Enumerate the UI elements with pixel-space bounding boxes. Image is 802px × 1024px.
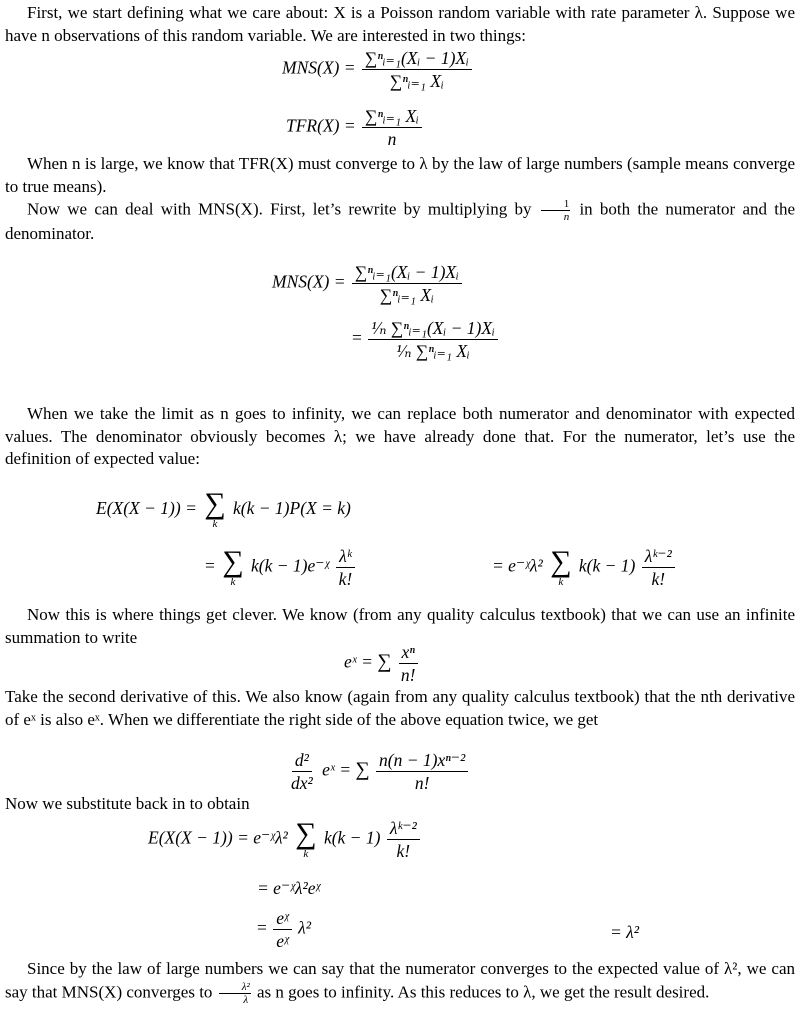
ex-eq3: = e⁻ᵡλ² xyxy=(492,555,543,576)
expectation-line1 xyxy=(96,487,351,530)
lam-k-over-kfact xyxy=(336,546,356,589)
tfr-lhs: TFR(X) = xyxy=(286,115,356,136)
rw-eq2: = xyxy=(352,327,362,348)
mns-definition xyxy=(282,48,474,91)
summation-symbol xyxy=(550,544,572,588)
lam-km2: λᵏ⁻² xyxy=(642,546,675,568)
rw-fraction1 xyxy=(352,262,462,305)
mns-numerator: ∑ⁿᵢ₌₁(Xᵢ − 1)Xᵢ xyxy=(362,48,472,70)
sum-sign: ∑ xyxy=(355,758,370,781)
sum-index: k xyxy=(212,518,218,530)
lam-km2-over-kfact xyxy=(642,546,675,589)
sum-index: k xyxy=(230,575,236,588)
sum-sign: ∑ xyxy=(377,650,392,673)
lln-paragraph: When n is large, we know that TFR(X) must converge to λ by the law of large numbers (sample means converge to true means). xyxy=(5,154,795,196)
rewrite-text-b: in both the numerator and the denominator. xyxy=(5,199,796,243)
lam2-num: λ² xyxy=(219,981,251,994)
limit-paragraph: When we take the limit as n goes to infinity, we can replace both numerator and denominator with expected values. The denominator obviously becomes λ; we have already done that. For the numerator, let’s use the definition of expected value: xyxy=(5,404,795,468)
sum-sign: ∑ xyxy=(204,487,226,520)
rw-fraction2 xyxy=(368,318,498,361)
sum-index: k xyxy=(558,575,564,588)
d-squared: d² xyxy=(292,750,312,772)
d2-ex: eˣ = xyxy=(322,759,352,780)
rewrite-text-a: Now we can deal with MNS(X). First, let’s rewrite by multiplying by xyxy=(27,199,532,219)
k-fact: k! xyxy=(396,841,411,861)
xn-over-nfact xyxy=(398,642,419,685)
rw-den1: ∑ⁿᵢ₌₁ Xᵢ xyxy=(379,285,434,305)
e-lambda-num: eᵡ xyxy=(273,908,291,930)
tfr-numerator: ∑ⁿᵢ₌₁ Xᵢ xyxy=(362,106,422,128)
second-derivative xyxy=(286,750,470,793)
one-over-n xyxy=(541,198,571,223)
tfr-fraction xyxy=(362,106,422,149)
lambda-squared: λ² xyxy=(298,917,311,938)
elam-over-elam xyxy=(273,908,291,951)
exp-series xyxy=(344,642,420,685)
clever-paragraph: Now this is where things get clever. We know (from any quality calculus textbook) that we can use an infinite summation to write xyxy=(5,605,795,647)
lam-k: λᵏ xyxy=(336,546,355,568)
mns-denominator: ∑ⁿᵢ₌₁ Xᵢ xyxy=(389,71,444,91)
sub-eq3: = xyxy=(257,917,267,938)
one-over-n-num: 1 xyxy=(541,198,571,211)
nn1-over-nfact xyxy=(376,750,468,793)
ex-rhs1: k(k − 1)P(X = k) xyxy=(233,498,351,519)
ex-lhs: E(X(X − 1)) = xyxy=(96,498,197,519)
mns-lhs: MNS(X) = xyxy=(282,57,356,78)
k-fact: k! xyxy=(338,569,353,589)
ex-rhs2a: k(k − 1)e⁻ᵡ xyxy=(251,555,330,576)
rw-num1: ∑ⁿᵢ₌₁(Xᵢ − 1)Xᵢ xyxy=(352,262,462,284)
ex-rhs3: k(k − 1) xyxy=(578,555,636,576)
x-n: xⁿ xyxy=(399,642,418,664)
e-lambda-den: eᵡ xyxy=(276,931,289,951)
lam-km2: λᵏ⁻² xyxy=(387,818,420,840)
ex-eq2: = xyxy=(205,555,215,576)
derivative-paragraph: Take the second derivative of this. We also know (again from any quality calculus textbook) that the nth derivative of eˣ is also eˣ. When we differentiate the right side of the above equation twice, we get xyxy=(5,687,795,729)
conclusion-text-a: Since by the law of large numbers we can say that the numerator converges to the expected value of λ², we can say that MNS(X) converges to xyxy=(5,959,795,1001)
lam-den: λ xyxy=(243,993,249,1006)
substitute-paragraph: Now we substitute back in to obtain xyxy=(5,794,250,813)
summation-symbol xyxy=(222,544,244,588)
rewrite-paragraph xyxy=(5,198,795,246)
n-fact: n! xyxy=(414,773,430,793)
sub-lhs: E(X(X − 1)) = e⁻ᵡλ² xyxy=(148,827,288,848)
summation-symbol xyxy=(295,816,317,860)
sum-sign: ∑ xyxy=(295,816,317,850)
rw-num2: ¹⁄ₙ ∑ⁿᵢ₌₁(Xᵢ − 1)Xᵢ xyxy=(368,318,498,340)
one-over-n-den: n xyxy=(563,211,570,223)
sub-l2: = e⁻ᵡλ²eᵡ xyxy=(257,878,321,898)
ex-rhs3: k(k − 1) xyxy=(323,827,381,848)
expectation-line2 xyxy=(205,546,357,589)
rewrite-equation-line1 xyxy=(272,262,464,305)
conclusion-paragraph xyxy=(5,958,795,1006)
sum-sign: ∑ xyxy=(222,544,244,578)
lam2-over-lam xyxy=(219,981,251,1006)
n-n1: n(n − 1)xⁿ⁻² xyxy=(376,750,468,772)
substitution-line1 xyxy=(148,818,422,861)
rw-lhs: MNS(X) = xyxy=(272,271,346,292)
d2-over-dx2 xyxy=(288,750,316,793)
exp-lhs: eˣ = xyxy=(344,651,373,672)
mns-fraction xyxy=(362,48,472,91)
substitution-line3 xyxy=(257,908,311,951)
tfr-denominator: n xyxy=(387,129,397,149)
conclusion-text-b: as n goes to infinity. As this reduces to λ, we get the result desired. xyxy=(257,981,710,1001)
substitution-line2 xyxy=(257,878,320,899)
sum-sign: ∑ xyxy=(550,544,572,578)
n-fact: n! xyxy=(400,665,416,685)
rewrite-equation-line2 xyxy=(352,318,500,361)
lam-km2-over-kfact xyxy=(387,818,420,861)
sum-index: k xyxy=(303,847,309,860)
rw-den2: ¹⁄ₙ ∑ⁿᵢ₌₁ Xᵢ xyxy=(396,341,470,361)
k-fact: k! xyxy=(651,569,666,589)
summation-symbol xyxy=(204,487,226,530)
intro-paragraph: First, we start defining what we care about: X is a Poisson random variable with rate parameter λ. Suppose we have n observations of this random variable. We are interested in two things: xyxy=(5,3,795,45)
sub-final: = λ² xyxy=(610,922,640,942)
expectation-line3 xyxy=(492,546,677,589)
substitution-final xyxy=(610,922,639,943)
dx-squared: dx² xyxy=(291,773,313,793)
tfr-definition xyxy=(286,106,424,149)
